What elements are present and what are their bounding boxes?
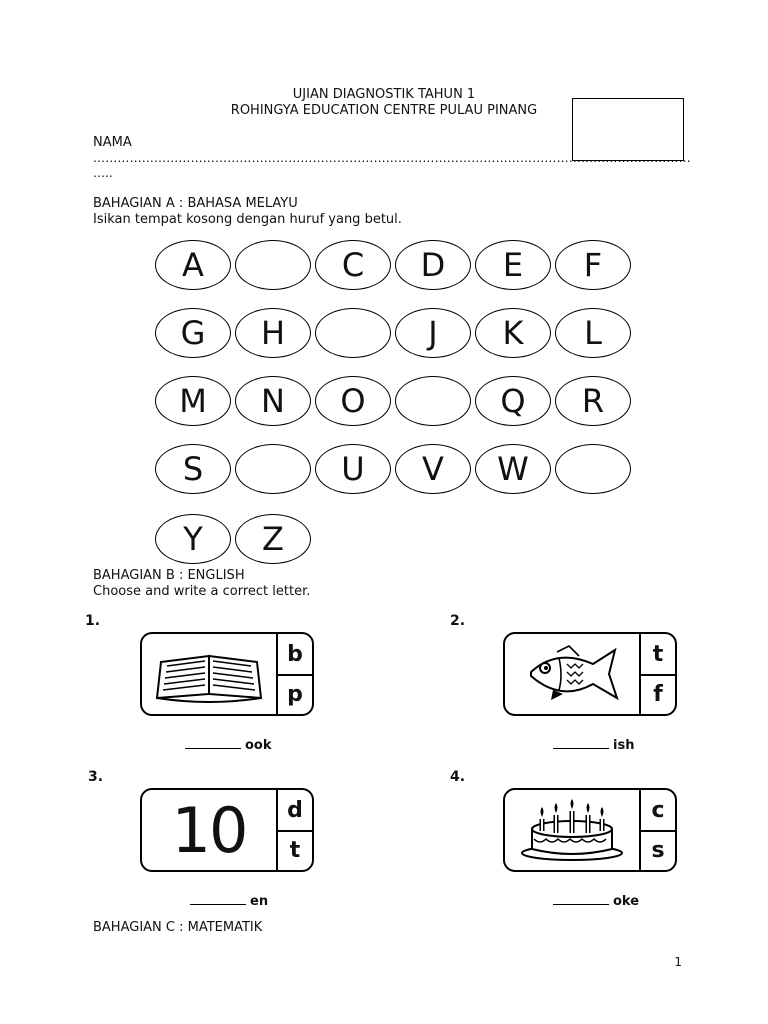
cake-icon [505,790,641,870]
letter-oval: Z [235,514,311,564]
letter-oval: L [555,308,631,358]
book-icon [142,634,278,714]
option-top[interactable]: c [641,790,675,832]
blank-letter-oval[interactable] [395,376,471,426]
name-dotted-line[interactable]: ………………………………………………………………………………………………………………………………… [93,151,691,165]
blank-letter-oval[interactable] [315,308,391,358]
question-card [503,632,677,716]
letter-oval: D [395,240,471,290]
letter-oval: N [235,376,311,426]
question-card [503,788,677,872]
letter-oval: O [315,376,391,426]
letter-oval: Y [155,514,231,564]
name-dotted-line-continuation: ….. [93,166,113,180]
letter-oval: U [315,444,391,494]
name-label: NAMA [93,135,132,150]
letter-oval: Q [475,376,551,426]
option-top[interactable]: b [278,634,312,676]
answer-blank[interactable] [553,904,609,905]
letter-oval: A [155,240,231,290]
answer-line[interactable] [553,894,639,909]
word-suffix: ook [245,738,272,753]
section-b-instruction: Choose and write a correct letter. [93,584,311,599]
letter-oval: M [155,376,231,426]
letter-oval: C [315,240,391,290]
school-name: ROHINGYA EDUCATION CENTRE PULAU PINANG [230,103,538,118]
fish-icon [505,634,641,714]
answer-blank[interactable] [190,904,246,905]
option-top[interactable]: d [278,790,312,832]
letter-oval: F [555,240,631,290]
question-number: 1. [85,613,101,629]
blank-letter-oval[interactable] [235,240,311,290]
letter-oval: E [475,240,551,290]
option-bottom[interactable]: s [651,837,665,863]
blank-letter-oval[interactable] [235,444,311,494]
letter-oval: V [395,444,471,494]
word-suffix: oke [613,894,640,909]
section-a-instruction: Isikan tempat kosong dengan huruf yang betul. [93,212,402,227]
option-bottom[interactable]: p [287,681,303,707]
question-card [140,788,314,872]
blank-letter-oval[interactable] [555,444,631,494]
section-c-title: BAHAGIAN C : MATEMATIK [93,920,263,935]
question-number: 2. [450,613,466,629]
option-bottom[interactable]: f [653,681,663,707]
option-bottom[interactable]: t [289,837,301,863]
question-number: 4. [450,769,466,785]
letter-oval: W [475,444,551,494]
letter-oval: G [155,308,231,358]
section-a-title: BAHAGIAN A : BAHASA MELAYU [93,196,298,211]
number-ten: 10 [171,793,247,867]
answer-line[interactable] [185,738,272,753]
letter-oval: K [475,308,551,358]
number-ten-picture [142,790,278,870]
word-suffix: en [250,894,269,909]
answer-line[interactable] [553,738,634,753]
letter-oval: H [235,308,311,358]
question-number: 3. [88,769,104,785]
section-b-title: BAHAGIAN B : ENGLISH [93,568,245,583]
letter-oval: S [155,444,231,494]
answer-line[interactable] [190,894,268,909]
word-suffix: ish [613,738,635,753]
page-number: 1 [674,955,682,969]
answer-blank[interactable] [185,748,241,749]
question-card [140,632,314,716]
answer-blank[interactable] [553,748,609,749]
letter-oval: J [395,308,471,358]
test-title: UJIAN DIAGNOSTIK TAHUN 1 [292,87,476,102]
option-top[interactable]: t [641,634,675,676]
letter-oval: R [555,376,631,426]
